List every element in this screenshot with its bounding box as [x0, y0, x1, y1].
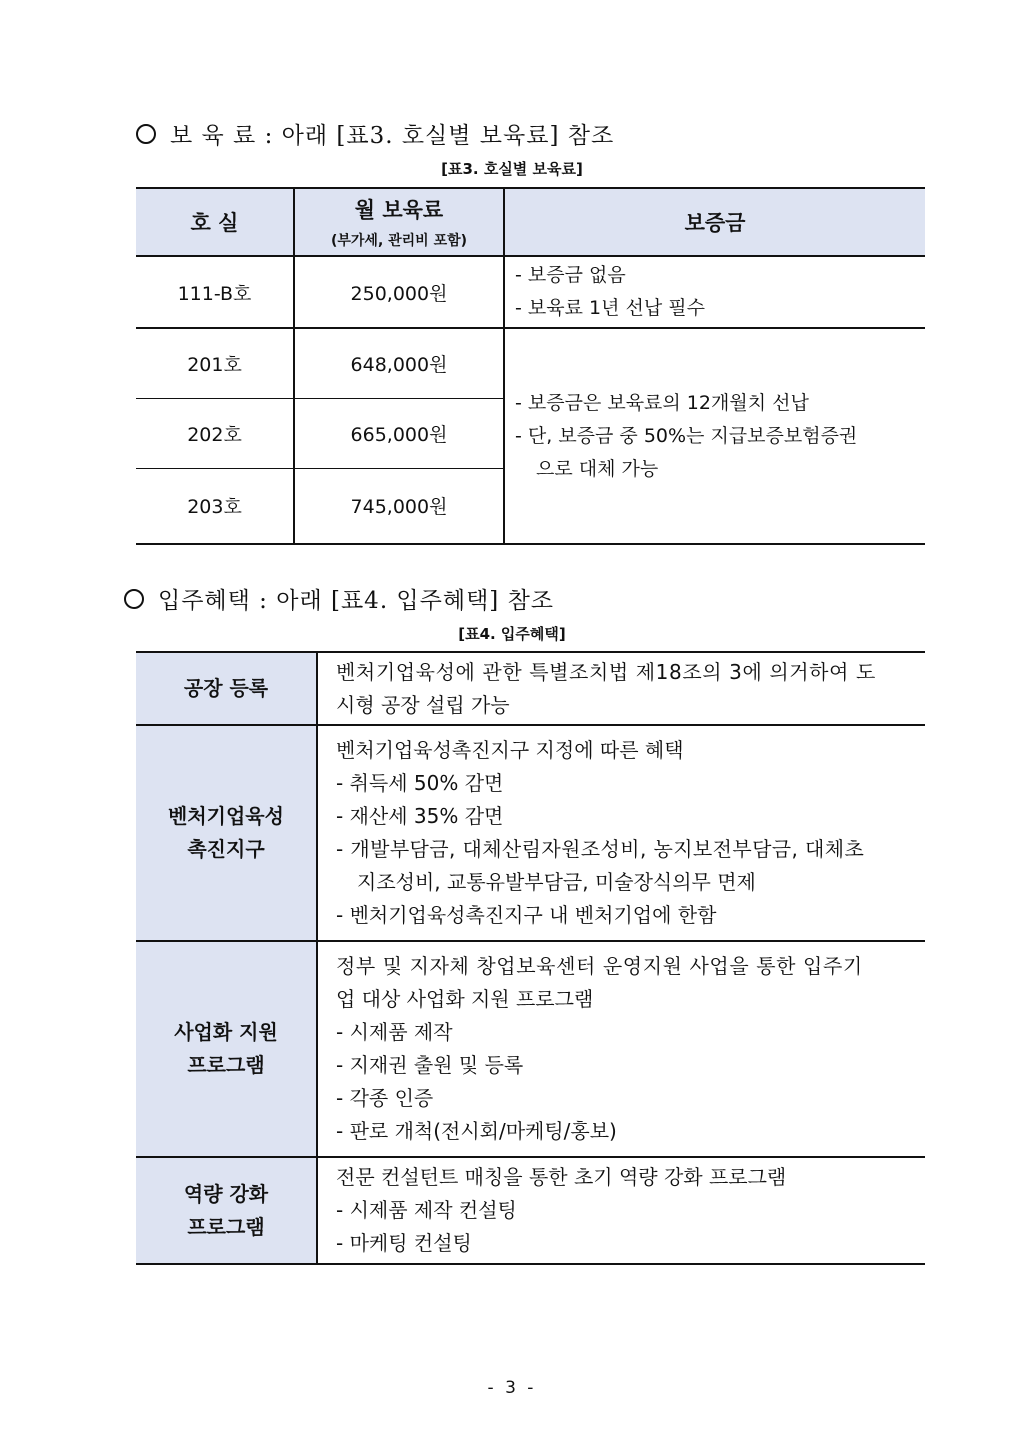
header-monthly-fee-label: 월 보육료 — [354, 198, 444, 222]
benefit-category: 역량 강화 프로그램 — [136, 1157, 317, 1264]
benefit-description: 전문 컨설턴트 매칭을 통한 초기 역량 강화 프로그램 - 시제품 제작 컨설팅 - 마케팅 컨설팅 — [317, 1157, 925, 1264]
benefit-description: 정부 및 지자체 창업보육센터 운영지원 사업을 통한 입주기 업 대상 사업화 지원 프로그램 - 시제품 제작 - 지재권 출원 및 등록 - 각종 인증 - 판로 개척(전시회/마케팅/홍보) — [317, 941, 925, 1157]
deposit-note: - 보육료 1년 선납 필수 — [515, 297, 705, 319]
deposit-note: 으로 대체 가능 — [536, 457, 659, 480]
benefit-category: 공장 등록 — [136, 652, 317, 725]
circle-bullet-icon — [124, 589, 144, 609]
deposit-note: - 단, 보증금 중 50%는 지급보증보험증권 — [515, 424, 858, 447]
section-title-benefits — [124, 582, 554, 615]
fee-table-header — [136, 188, 925, 256]
header-room: 호 실 — [136, 188, 294, 256]
table-row — [136, 652, 925, 725]
page-number: - 3 - — [487, 1378, 537, 1398]
header-monthly-fee — [294, 188, 504, 256]
section-title-benefits-text: 입주혜택 : 아래 [표4. 입주혜택] 참조 — [158, 588, 555, 614]
section-title-fee — [136, 117, 614, 150]
deposit-note: - 보증금 없음 — [515, 264, 626, 286]
room-cell: 202호 — [136, 398, 294, 468]
room-cell: 201호 — [136, 328, 294, 398]
table-row — [136, 725, 925, 941]
benefit-category: 벤처기업육성 촉진지구 — [136, 725, 317, 941]
benefits-table — [136, 651, 925, 1265]
fee-cell: 665,000원 — [294, 398, 504, 468]
fee-cell: 648,000원 — [294, 328, 504, 398]
table-row — [136, 256, 925, 328]
section-title-fee-text: 보 육 료 : 아래 [표3. 호실별 보육료] 참조 — [170, 123, 615, 149]
header-monthly-fee-sub: (부가세, 관리비 포함) — [330, 233, 468, 249]
fee-cell: 745,000원 — [294, 468, 504, 544]
room-cell: 203호 — [136, 468, 294, 544]
benefit-category: 사업화 지원 프로그램 — [136, 941, 317, 1157]
circle-bullet-icon — [136, 124, 156, 144]
fee-table — [136, 187, 925, 545]
benefit-description: 벤처기업육성에 관한 특별조치법 제18조의 3에 의거하여 도 시형 공장 설립 가능 — [317, 652, 925, 725]
room-cell: 111-B호 — [136, 256, 294, 328]
table-row — [136, 1157, 925, 1264]
benefit-description: 벤처기업육성촉진지구 지정에 따른 혜택 - 취득세 50% 감면 - 재산세 35% 감면 - 개발부담금, 대체산림자원조성비, 농지보전부담금, 대체초 지조성비, 교통유발부담금, 미술장식의무 면제 - 벤처기업육성촉진지구 내 벤처기업에 한함 — [317, 725, 925, 941]
fee-cell: 250,000원 — [294, 256, 504, 328]
deposit-cell — [504, 328, 925, 544]
table-row — [136, 328, 925, 398]
deposit-note: - 보증금은 보육료의 12개월치 선납 — [515, 391, 809, 414]
table4-caption: [표4. 입주혜택] — [458, 625, 566, 643]
deposit-cell — [504, 256, 925, 328]
table3-caption: [표3. 호실별 보육료] — [441, 160, 583, 178]
header-deposit: 보증금 — [504, 188, 925, 256]
table-row — [136, 941, 925, 1157]
